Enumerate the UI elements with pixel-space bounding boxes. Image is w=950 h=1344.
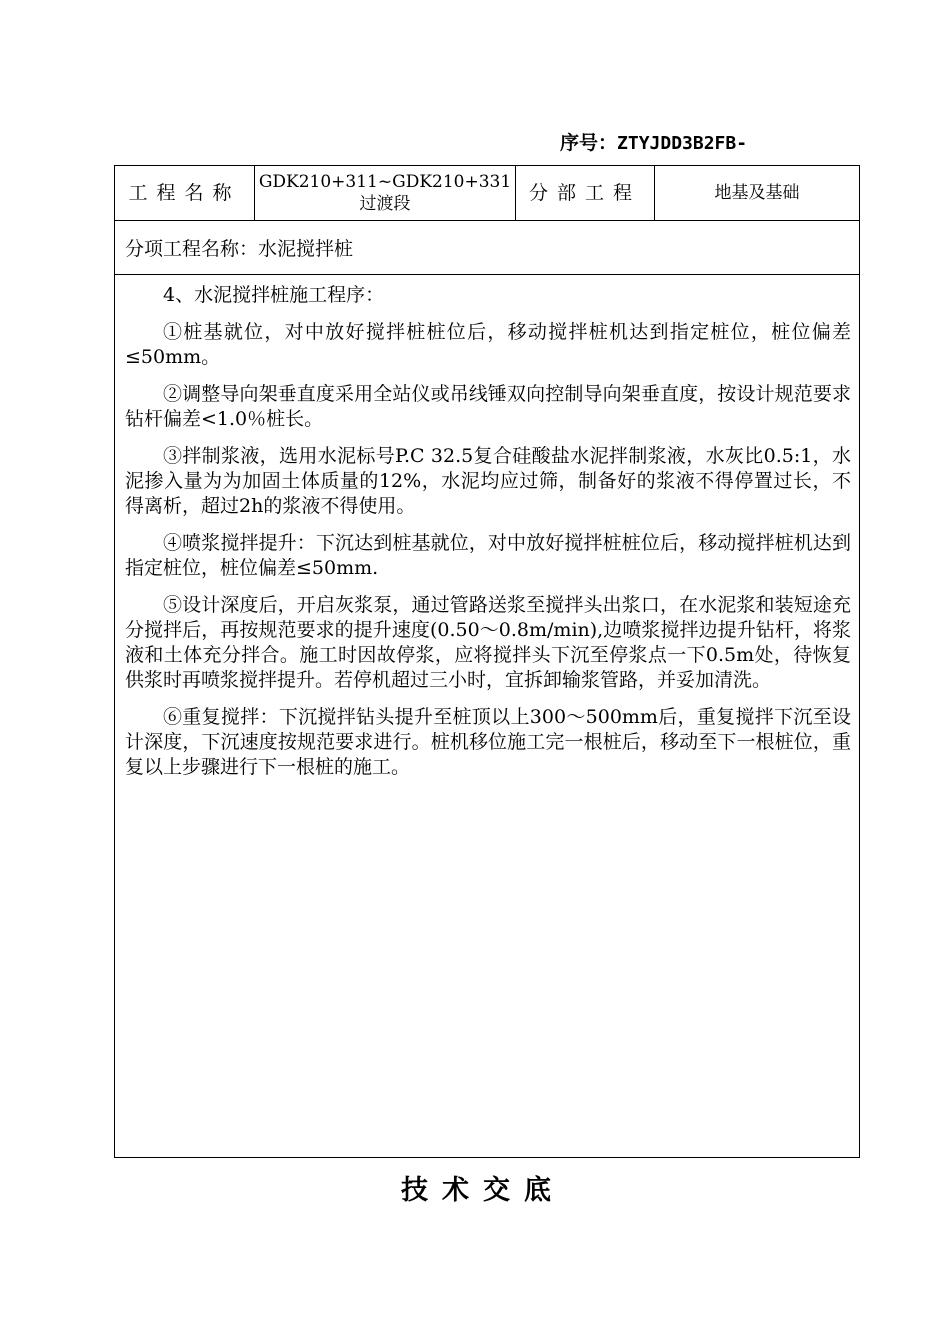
step-paragraph: ②调整导向架垂直度采用全站仪或吊线锤双向控制导向架垂直度，按设计规范要求钻杆偏差<1.0％桩长。 — [125, 383, 851, 430]
serial-number — [560, 128, 820, 155]
project-name-value: GDK210+311~GDK210+331过渡段 — [255, 166, 516, 220]
subitem-name-row — [115, 221, 859, 275]
content-body — [115, 275, 859, 792]
subitem-name: 分项工程名称：水泥搅拌桩 — [125, 238, 354, 260]
document-title: 技术交底 — [401, 1175, 565, 1206]
project-name-label: 工程名称 — [115, 166, 255, 220]
header-row — [115, 166, 859, 221]
serial-number-value: ZTYJDD3B2FB- — [617, 133, 748, 154]
step-paragraph: ③拌制浆液，选用水泥标号P.C 32.5复合硅酸盐水泥拌制浆液，水灰比0.5:1，水泥掺入量为为加固土体质量的12%，水泥均应过筛，制备好的浆液不得停置过长，不得离析，超过2h的浆液不得使用。 — [125, 445, 851, 517]
division-value: 地基及基础 — [714, 183, 800, 203]
division-label: 分部工程 — [516, 166, 655, 220]
step-paragraph: ⑤设计深度后，开启灰浆泵，通过管路送浆至搅拌头出浆口，在水泥浆和装短途充分搅拌后，再按规范要求的提升速度(0.50～0.8m/min),边喷浆搅拌边提升钻杆，将浆液和土体充分拌合。施工时因故停浆，应将搅拌头下沉至停浆点一下0.5m处，待恢复供浆时再喷浆搅拌提升。若停机超过三小时，宜拆卸输浆管路，并妥加清洗。 — [125, 594, 851, 691]
step-paragraph: ①桩基就位，对中放好搅拌桩桩位后，移动搅拌桩机达到指定桩位，桩位偏差≤50mm。 — [125, 321, 851, 368]
step-paragraph: ⑥重复搅拌：下沉搅拌钻头提升至桩顶以上300～500mm后，重复搅拌下沉至设计深度，下沉速度按规范要求进行。桩机移位施工完一根桩后，移动至下一根桩位，重复以上步骤进行下一根桩的施工。 — [125, 706, 851, 778]
disclosure-form-table — [114, 165, 860, 1158]
content-heading: 4、水泥搅拌桩施工程序： — [163, 284, 385, 306]
step-paragraph: ④喷浆搅拌提升：下沉达到桩基就位，对中放好搅拌桩桩位后，移动搅拌桩机达到指定桩位，桩位偏差≤50mm. — [125, 532, 851, 579]
serial-number-label: 序号： — [560, 132, 618, 154]
